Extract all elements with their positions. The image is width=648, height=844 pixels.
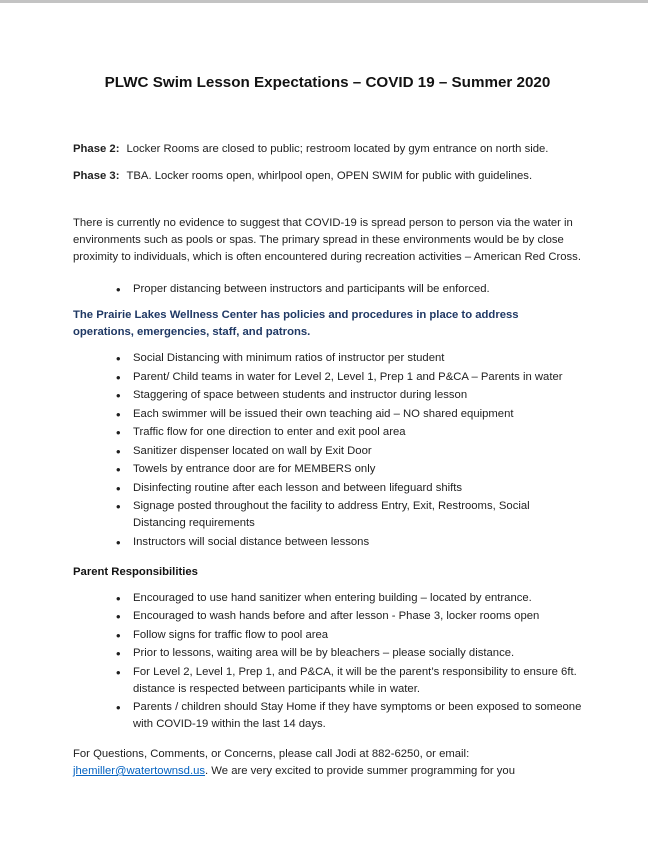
phase-2-line (73, 141, 582, 158)
list-item: • Instructors will social distance between lessons (133, 534, 582, 551)
list-item: • For Level 2, Level 1, Prep 1, and P&CA, it will be the parent’s responsibility to ensure 6ft. distance is respected between participants while in water. (133, 664, 582, 698)
phase-3-label: Phase 3: (73, 170, 120, 182)
list-item: • Proper distancing between instructors and participants will be enforced. (133, 281, 582, 298)
list-item: • Parent/ Child teams in water for Level 2, Level 1, Prep 1 and P&CA – Parents in water (133, 369, 582, 386)
intro-paragraph: There is currently no evidence to suggest that COVID-19 is spread person to person via the water in environments such as pools or spas. The primary spread in these environments would be by close proximity to individuals, which is often encountered during recreation activities – American Red Cross. (73, 217, 581, 263)
phase-2-label: Phase 2: (73, 143, 120, 155)
document-content (0, 73, 648, 780)
footer-after-email: . We are very excited to provide summer programming for you (205, 765, 515, 777)
list-item: • Social Distancing with minimum ratios of instructor per student (133, 350, 582, 367)
list-item: • Signage posted throughout the facility to address Entry, Exit, Restrooms, Social Distancing requirements (133, 498, 582, 532)
intro-bullet-list (73, 281, 582, 298)
list-item: • Each swimmer will be issued their own teaching aid – NO shared equipment (133, 406, 582, 423)
parent-responsibilities-heading: Parent Responsibilities (73, 565, 198, 578)
parent-bullet-list (73, 590, 582, 734)
document-title: PLWC Swim Lesson Expectations – COVID 19 – Summer 2020 (104, 74, 551, 91)
list-item: • Encouraged to wash hands before and after lesson - Phase 3, locker rooms open (133, 608, 582, 625)
list-item: • Traffic flow for one direction to enter and exit pool area (133, 424, 582, 441)
email-link[interactable]: jhemiller@watertownsd.us (73, 765, 206, 777)
phase-3-line (73, 168, 582, 185)
list-item: • Prior to lessons, waiting area will be by bleachers – please socially distance. (133, 645, 582, 662)
list-item: • Towels by entrance door are for MEMBERS only (133, 461, 582, 478)
list-item: • Encouraged to use hand sanitizer when entering building – located by entrance. (133, 590, 582, 607)
list-item: • Follow signs for traffic flow to pool area (133, 627, 582, 644)
policies-bullet-list (73, 350, 582, 551)
footer-line1: For Questions, Comments, or Concerns, please call Jodi at 882-6250, or email: (73, 748, 470, 760)
phase-2-text: Locker Rooms are closed to public; restroom located by gym entrance on north side. (126, 143, 549, 155)
phase-3-text: TBA. Locker rooms open, whirlpool open, OPEN SWIM for public with guidelines. (126, 170, 533, 182)
footer-paragraph (73, 746, 582, 780)
policies-heading: The Prairie Lakes Wellness Center has policies and procedures in place to address operations, emergencies, staff, and patrons. (73, 309, 519, 338)
list-item: • Parents / children should Stay Home if they have symptoms or been exposed to someone with COVID-19 within the last 14 days. (133, 699, 582, 733)
list-item: • Disinfecting routine after each lesson and between lifeguard shifts (133, 480, 582, 497)
list-item: • Staggering of space between students and instructor during lesson (133, 387, 582, 404)
list-item: • Sanitizer dispenser located on wall by Exit Door (133, 443, 582, 460)
